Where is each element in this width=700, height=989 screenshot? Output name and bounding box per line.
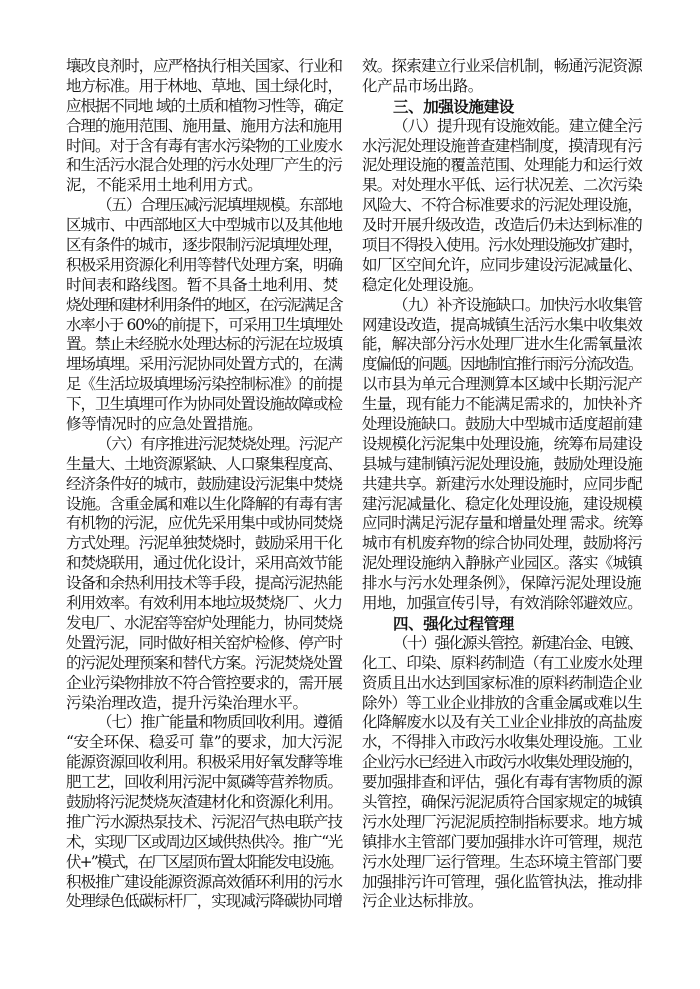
left-text-line: 污染治理改造，提升污染治理水平。 [66, 693, 308, 712]
right-text-line: 以市县为单元合理测算本区域中长期污泥产 [362, 375, 642, 394]
left-text-line: 术，实现厂区或周边区域供热供冷。推广“光 [66, 832, 342, 851]
right-text-line: 除外）等工业企业排放的含重金属或难以生 [362, 693, 642, 712]
left-text-line: 下，卫生填埋可作为协同处置设施故障或检 [66, 395, 342, 414]
left-text-line: 置。禁止未经脱水处理达标的污泥在垃圾填 [66, 335, 342, 354]
left-text-line: 足《生活垃圾填埋场污染控制标准》的前提 [66, 375, 342, 394]
right-text-line: 效。探索建立行业采信机制，畅通污泥资源 [362, 57, 642, 75]
left-text-line: 方式处理。污泥单独焚烧时，鼓励采用干化 [66, 534, 342, 553]
left-text-column [66, 57, 342, 912]
right-text-line: 排水与污水处理条例》，保障污泥处理设施 [362, 574, 642, 593]
left-text-line: 和焚烧联用，通过优化设计，采用高效节能 [66, 554, 342, 573]
right-text-line: 县城与建制镇污泥处理设施，鼓励处理设施 [362, 454, 642, 473]
right-text-line: 能，解决部分污水处理厂进水生化需氧量浓 [362, 335, 642, 354]
right-text-line: 泥处理设施的覆盖范围、处理能力和运行效 [362, 156, 642, 175]
right-text-line: 化降解废水以及有关工业企业排放的高盐废 [362, 713, 642, 732]
right-text-line: 用地，加强宣传引导，有效消除邻避效应。 [362, 594, 642, 613]
right-text-line: 及时开展升级改造，改造后仍未达到标准的 [362, 216, 642, 235]
right-text-line: 资质且出水达到国家标准的原料药制造企业 [362, 673, 642, 692]
left-text-line: 设备和余热利用技术等手段，提高污泥热能 [66, 574, 342, 593]
right-text-line: 应同时满足污泥存量和增量处理 需求。统筹 [362, 514, 643, 533]
left-text-line: “安全环保、稳妥可 靠”的要求，加大污泥 [66, 733, 343, 752]
left-text-line: （五）合理压减污泥填埋规模。东部地 [97, 196, 342, 215]
right-text-line: 如厂区空间允许，应同步建设污泥减量化、 [362, 255, 642, 274]
right-text-line: （十）强化源头管控。新建冶金、电镀、 [393, 633, 642, 652]
left-text-line: 肥工艺，回收利用污泥中氮磷等营养物质。 [66, 773, 342, 792]
right-text-line: 水污泥处理设施普查建档制度，摸清现有污 [362, 136, 642, 155]
left-text-line: 泥，不能采用土地利用方式。 [66, 176, 263, 195]
right-text-line: 度偏低的问题。因地制宜推行雨污分流改造。 [362, 355, 642, 374]
left-text-line: 时间。对于含有毒有害水污染物的工业废水 [66, 136, 342, 155]
right-text-line: （八）提升现有设施效能。建立健全污 [393, 116, 642, 135]
left-text-line: 伏+”模式，在厂区屋顶布置太阳能发电设施。 [66, 852, 342, 871]
left-text-line: 壤改良剂时，应严格执行相关国家、行业和 [66, 57, 342, 75]
right-text-line: 处理设施缺口。鼓励大中型城市适度超前建 [362, 415, 642, 434]
right-text-line: 泥处理设施纳入静脉产业园区。落实《城镇 [362, 554, 642, 573]
right-text-line: 加强排污许可管理，强化监管执法，推动排 [362, 872, 642, 891]
left-text-line: 发电厂、水泥窑等窑炉处理能力，协同焚烧 [66, 613, 342, 632]
section-heading: 三、加强设施建设 [393, 96, 514, 116]
left-text-line: 能源资源回收利用。积极采用好氧发酵等堆 [66, 753, 342, 772]
left-text-line: 水率小于 60%的前提下，可采用卫生填埋处 [66, 315, 342, 334]
left-text-line: 区城市、中西部地区大中型城市以及其他地 [66, 216, 342, 235]
left-text-line: 区有条件的城市，逐步限制污泥填埋处理， [66, 236, 342, 255]
left-text-line: 鼓励将污泥焚烧灰渣建材化和资源化利用。 [66, 792, 342, 811]
left-text-line: （六）有序推进污泥焚烧处理。污泥产 [97, 434, 342, 453]
right-text-line: 稳定化处理设施。 [362, 275, 483, 294]
right-text-line: 化产品市场出路。 [362, 76, 483, 95]
section-heading: 四、强化过程管理 [393, 613, 514, 633]
right-text-line: 网建设改造，提高城镇生活污水集中收集效 [362, 315, 642, 334]
left-text-line: 设施。含重金属和难以生化降解的有毒有害 [66, 494, 342, 513]
right-text-line: 要加强排查和评估，强化有毒有害物质的源 [362, 773, 642, 792]
left-text-line: 有机物的污泥，应优先采用集中或协同焚烧 [66, 514, 342, 533]
right-text-line: 污水处理厂运行管理。生态环境主管部门要 [362, 852, 642, 871]
right-text-line: 水，不得排入市政污水收集处理设施。工业 [362, 733, 642, 752]
right-text-line: 果。对处理水平低、运行状况差、二次污染 [362, 176, 642, 195]
left-text-line: 处置污泥，同时做好相关窑炉检修、停产时 [66, 633, 342, 652]
left-text-line: 应根据不同地 域的土质和植物习性等，确定 [66, 96, 343, 115]
left-text-line: 积极采用资源化利用等替代处理方案，明确 [66, 255, 342, 274]
right-text-line: 头管控，确保污泥泥质符合国家规定的城镇 [362, 792, 642, 811]
right-text-line: （九）补齐设施缺口。加快污水收集管 [393, 295, 642, 314]
left-text-line: 企业污染物排放不符合管控要求的，需开展 [66, 673, 342, 692]
right-text-line: 项目不得投入使用。污水处理设施改扩建时， [362, 236, 642, 255]
left-text-line: 修等情况时的应急处置措施。 [66, 415, 263, 434]
left-text-line: 积极推广建设能源资源高效循环利用的污水 [66, 872, 342, 891]
right-text-line: 污企业达标排放。 [362, 892, 483, 911]
left-text-line: 推广污水源热泵技术、污泥沼气热电联产技 [66, 812, 342, 831]
right-text-line: 化工、印染、原料药制造（有工业废水处理 [362, 653, 642, 672]
right-text-line: 镇排水主管部门要加强排水许可管理，规范 [362, 832, 642, 851]
left-text-line: 烧处理和建材利用条件的地区，在污泥满足含 [66, 295, 342, 314]
right-text-line: 企业污水已经进入市政污水收集处理设施的， [362, 753, 642, 772]
left-text-line: 经济条件好的城市，鼓励建设污泥集中焚烧 [66, 474, 342, 493]
right-text-line: 生量，现有能力不能满足需求的，加快补齐 [362, 395, 642, 414]
left-text-line: （七）推广能量和物质回收利用。遵循 [97, 713, 342, 732]
left-text-line: 的污泥处理预案和替代方案。污泥焚烧处置 [66, 653, 342, 672]
right-text-line: 建污泥减量化、稳定化处理设施，建设规模 [362, 494, 642, 513]
left-text-line: 地方标准。用于林地、草地、国土绿化时， [66, 76, 342, 95]
right-text-line: 城市有机废弃物的综合协同处理，鼓励将污 [362, 534, 642, 553]
left-text-line: 生量大、土地资源紧缺、人口聚集程度高、 [66, 454, 342, 473]
right-text-line: 设规模化污泥集中处理设施，统筹布局建设 [362, 434, 642, 453]
left-text-line: 埋场填埋。采用污泥协同处置方式的，在满 [66, 355, 342, 374]
left-text-line: 和生活污水混合处理的污水处理厂产生的污 [66, 156, 342, 175]
left-text-line: 时间表和路线图。暂不具备土地利用、焚 [66, 275, 338, 294]
right-text-column [362, 57, 642, 912]
right-text-line: 风险大、不符合标准要求的污泥处理设施， [362, 196, 642, 215]
left-text-line: 利用效率。有效利用本地垃圾焚烧厂、火力 [66, 594, 342, 613]
right-text-line: 污水处理厂污泥泥质控制指标要求。地方城 [362, 812, 642, 831]
left-text-line: 合理的施用范围、施用量、施用方法和施用 [66, 116, 342, 135]
left-text-line: 处理绿色低碳标杆厂，实现减污降碳协同增 [66, 892, 342, 911]
right-text-line: 共建共享。新建污水处理设施时，应同步配 [362, 474, 642, 493]
